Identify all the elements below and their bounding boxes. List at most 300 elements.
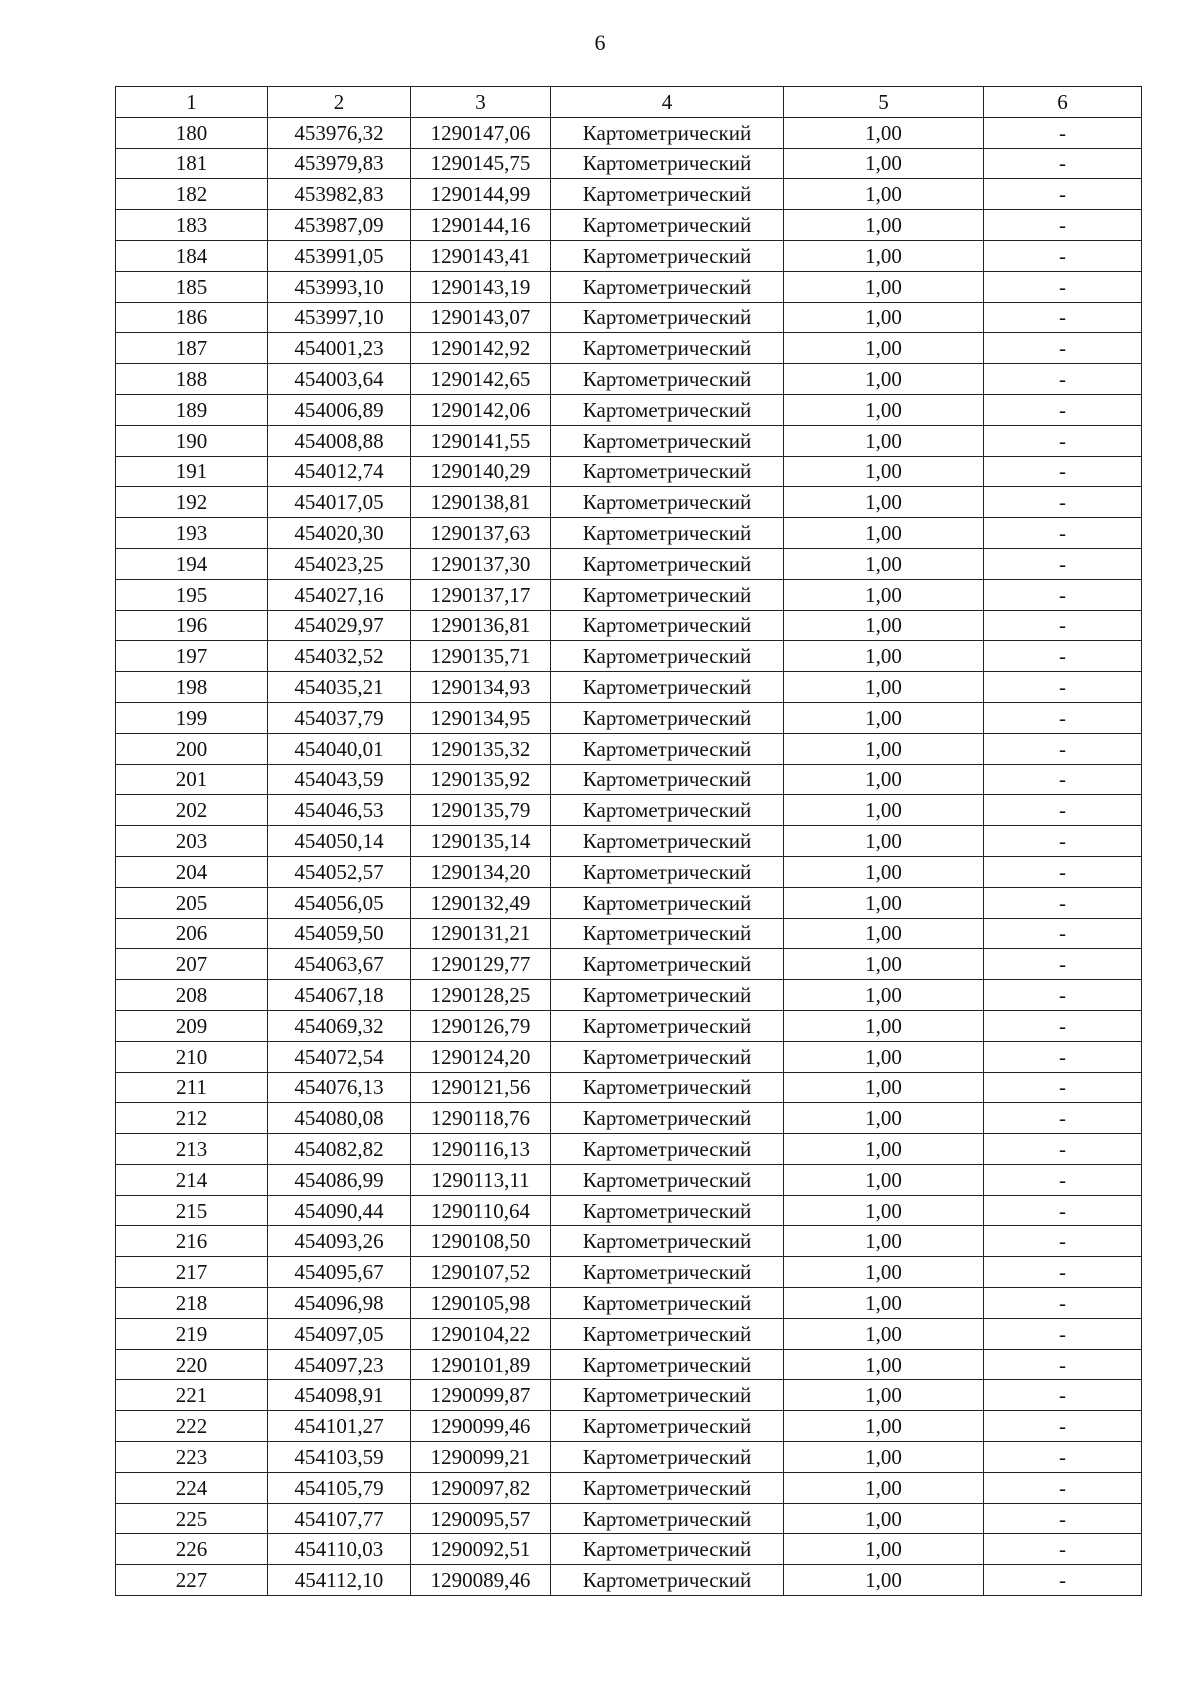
point-number-cell: 211	[116, 1072, 268, 1103]
y-coordinate-cell: 1290108,50	[411, 1226, 551, 1257]
y-coordinate-cell: 1290116,13	[411, 1134, 551, 1165]
point-number-cell: 185	[116, 271, 268, 302]
column-header: 1	[116, 87, 268, 118]
method-cell: Картометрический	[551, 1318, 784, 1349]
x-coordinate-cell: 453987,09	[268, 210, 411, 241]
point-number-cell: 189	[116, 394, 268, 425]
description-cell: -	[984, 364, 1142, 395]
method-cell: Картометрический	[551, 887, 784, 918]
x-coordinate-cell: 454095,67	[268, 1257, 411, 1288]
table-row	[116, 1072, 1142, 1103]
column-header: 3	[411, 87, 551, 118]
table-row	[116, 1257, 1142, 1288]
accuracy-cell: 1,00	[784, 887, 984, 918]
table-row	[116, 425, 1142, 456]
x-coordinate-cell: 454001,23	[268, 333, 411, 364]
x-coordinate-cell: 454112,10	[268, 1565, 411, 1596]
y-coordinate-cell: 1290137,63	[411, 518, 551, 549]
y-coordinate-cell: 1290138,81	[411, 487, 551, 518]
table-row	[116, 1534, 1142, 1565]
description-cell: -	[984, 672, 1142, 703]
description-cell: -	[984, 795, 1142, 826]
description-cell: -	[984, 702, 1142, 733]
x-coordinate-cell: 454080,08	[268, 1103, 411, 1134]
table-row	[116, 733, 1142, 764]
description-cell: -	[984, 641, 1142, 672]
method-cell: Картометрический	[551, 210, 784, 241]
table-row	[116, 610, 1142, 641]
accuracy-cell: 1,00	[784, 1164, 984, 1195]
column-header: 2	[268, 87, 411, 118]
accuracy-cell: 1,00	[784, 487, 984, 518]
description-cell: -	[984, 240, 1142, 271]
y-coordinate-cell: 1290135,92	[411, 764, 551, 795]
y-coordinate-cell: 1290135,32	[411, 733, 551, 764]
x-coordinate-cell: 454082,82	[268, 1134, 411, 1165]
point-number-cell: 190	[116, 425, 268, 456]
method-cell: Картометрический	[551, 641, 784, 672]
point-number-cell: 203	[116, 826, 268, 857]
description-cell: -	[984, 456, 1142, 487]
description-cell: -	[984, 733, 1142, 764]
description-cell: -	[984, 1226, 1142, 1257]
x-coordinate-cell: 454008,88	[268, 425, 411, 456]
table-row	[116, 1380, 1142, 1411]
y-coordinate-cell: 1290126,79	[411, 1010, 551, 1041]
x-coordinate-cell: 453979,83	[268, 148, 411, 179]
point-number-cell: 197	[116, 641, 268, 672]
y-coordinate-cell: 1290107,52	[411, 1257, 551, 1288]
accuracy-cell: 1,00	[784, 1565, 984, 1596]
x-coordinate-cell: 454107,77	[268, 1503, 411, 1534]
accuracy-cell: 1,00	[784, 1442, 984, 1473]
x-coordinate-cell: 454098,91	[268, 1380, 411, 1411]
x-coordinate-cell: 454037,79	[268, 702, 411, 733]
accuracy-cell: 1,00	[784, 364, 984, 395]
y-coordinate-cell: 1290128,25	[411, 980, 551, 1011]
description-cell: -	[984, 117, 1142, 148]
table-row	[116, 1442, 1142, 1473]
y-coordinate-cell: 1290095,57	[411, 1503, 551, 1534]
point-number-cell: 180	[116, 117, 268, 148]
header-row	[116, 87, 1142, 118]
x-coordinate-cell: 454006,89	[268, 394, 411, 425]
description-cell: -	[984, 918, 1142, 949]
method-cell: Картометрический	[551, 1164, 784, 1195]
y-coordinate-cell: 1290099,46	[411, 1411, 551, 1442]
x-coordinate-cell: 454086,99	[268, 1164, 411, 1195]
x-coordinate-cell: 454020,30	[268, 518, 411, 549]
y-coordinate-cell: 1290092,51	[411, 1534, 551, 1565]
method-cell: Картометрический	[551, 672, 784, 703]
method-cell: Картометрический	[551, 117, 784, 148]
table-row	[116, 764, 1142, 795]
method-cell: Картометрический	[551, 1503, 784, 1534]
accuracy-cell: 1,00	[784, 1318, 984, 1349]
accuracy-cell: 1,00	[784, 394, 984, 425]
accuracy-cell: 1,00	[784, 148, 984, 179]
point-number-cell: 184	[116, 240, 268, 271]
method-cell: Картометрический	[551, 1041, 784, 1072]
table-row	[116, 394, 1142, 425]
description-cell: -	[984, 425, 1142, 456]
method-cell: Картометрический	[551, 548, 784, 579]
table-row	[116, 1503, 1142, 1534]
point-number-cell: 196	[116, 610, 268, 641]
y-coordinate-cell: 1290136,81	[411, 610, 551, 641]
description-cell: -	[984, 856, 1142, 887]
x-coordinate-cell: 453982,83	[268, 179, 411, 210]
description-cell: -	[984, 1103, 1142, 1134]
accuracy-cell: 1,00	[784, 518, 984, 549]
table-row	[116, 1565, 1142, 1596]
description-cell: -	[984, 148, 1142, 179]
description-cell: -	[984, 1318, 1142, 1349]
point-number-cell: 227	[116, 1565, 268, 1596]
y-coordinate-cell: 1290134,20	[411, 856, 551, 887]
accuracy-cell: 1,00	[784, 918, 984, 949]
method-cell: Картометрический	[551, 1472, 784, 1503]
point-number-cell: 216	[116, 1226, 268, 1257]
accuracy-cell: 1,00	[784, 980, 984, 1011]
description-cell: -	[984, 271, 1142, 302]
table-row	[116, 210, 1142, 241]
table-row	[116, 1195, 1142, 1226]
point-number-cell: 202	[116, 795, 268, 826]
table-row	[116, 1226, 1142, 1257]
method-cell: Картометрический	[551, 1380, 784, 1411]
y-coordinate-cell: 1290131,21	[411, 918, 551, 949]
x-coordinate-cell: 454093,26	[268, 1226, 411, 1257]
y-coordinate-cell: 1290101,89	[411, 1349, 551, 1380]
description-cell: -	[984, 610, 1142, 641]
point-number-cell: 200	[116, 733, 268, 764]
table-row	[116, 456, 1142, 487]
y-coordinate-cell: 1290147,06	[411, 117, 551, 148]
point-number-cell: 208	[116, 980, 268, 1011]
table-row	[116, 826, 1142, 857]
x-coordinate-cell: 454072,54	[268, 1041, 411, 1072]
accuracy-cell: 1,00	[784, 179, 984, 210]
y-coordinate-cell: 1290141,55	[411, 425, 551, 456]
table-row	[116, 1010, 1142, 1041]
table-row	[116, 1472, 1142, 1503]
coordinates-table	[115, 86, 1142, 1596]
x-coordinate-cell: 454096,98	[268, 1288, 411, 1319]
method-cell: Картометрический	[551, 733, 784, 764]
accuracy-cell: 1,00	[784, 1226, 984, 1257]
method-cell: Картометрический	[551, 826, 784, 857]
y-coordinate-cell: 1290104,22	[411, 1318, 551, 1349]
y-coordinate-cell: 1290099,21	[411, 1442, 551, 1473]
y-coordinate-cell: 1290134,95	[411, 702, 551, 733]
y-coordinate-cell: 1290089,46	[411, 1565, 551, 1596]
y-coordinate-cell: 1290143,07	[411, 302, 551, 333]
accuracy-cell: 1,00	[784, 117, 984, 148]
table-row	[116, 795, 1142, 826]
x-coordinate-cell: 454032,52	[268, 641, 411, 672]
point-number-cell: 217	[116, 1257, 268, 1288]
description-cell: -	[984, 1565, 1142, 1596]
point-number-cell: 186	[116, 302, 268, 333]
x-coordinate-cell: 454012,74	[268, 456, 411, 487]
accuracy-cell: 1,00	[784, 1380, 984, 1411]
y-coordinate-cell: 1290124,20	[411, 1041, 551, 1072]
method-cell: Картометрический	[551, 456, 784, 487]
point-number-cell: 210	[116, 1041, 268, 1072]
description-cell: -	[984, 1164, 1142, 1195]
point-number-cell: 198	[116, 672, 268, 703]
point-number-cell: 212	[116, 1103, 268, 1134]
method-cell: Картометрический	[551, 1565, 784, 1596]
x-coordinate-cell: 454105,79	[268, 1472, 411, 1503]
description-cell: -	[984, 826, 1142, 857]
accuracy-cell: 1,00	[784, 579, 984, 610]
point-number-cell: 195	[116, 579, 268, 610]
accuracy-cell: 1,00	[784, 1195, 984, 1226]
point-number-cell: 224	[116, 1472, 268, 1503]
y-coordinate-cell: 1290097,82	[411, 1472, 551, 1503]
table-row	[116, 1103, 1142, 1134]
y-coordinate-cell: 1290121,56	[411, 1072, 551, 1103]
page-number: 6	[594, 30, 606, 55]
accuracy-cell: 1,00	[784, 1534, 984, 1565]
method-cell: Картометрический	[551, 302, 784, 333]
description-cell: -	[984, 949, 1142, 980]
x-coordinate-cell: 454110,03	[268, 1534, 411, 1565]
point-number-cell: 225	[116, 1503, 268, 1534]
x-coordinate-cell: 454090,44	[268, 1195, 411, 1226]
description-cell: -	[984, 1349, 1142, 1380]
description-cell: -	[984, 1380, 1142, 1411]
table-row	[116, 856, 1142, 887]
accuracy-cell: 1,00	[784, 333, 984, 364]
description-cell: -	[984, 487, 1142, 518]
method-cell: Картометрический	[551, 610, 784, 641]
method-cell: Картометрический	[551, 702, 784, 733]
point-number-cell: 221	[116, 1380, 268, 1411]
accuracy-cell: 1,00	[784, 733, 984, 764]
accuracy-cell: 1,00	[784, 702, 984, 733]
method-cell: Картометрический	[551, 240, 784, 271]
y-coordinate-cell: 1290135,79	[411, 795, 551, 826]
method-cell: Картометрический	[551, 333, 784, 364]
x-coordinate-cell: 454063,67	[268, 949, 411, 980]
method-cell: Картометрический	[551, 179, 784, 210]
description-cell: -	[984, 394, 1142, 425]
point-number-cell: 214	[116, 1164, 268, 1195]
method-cell: Картометрический	[551, 394, 784, 425]
method-cell: Картометрический	[551, 579, 784, 610]
method-cell: Картометрический	[551, 1534, 784, 1565]
x-coordinate-cell: 454023,25	[268, 548, 411, 579]
method-cell: Картометрический	[551, 1226, 784, 1257]
point-number-cell: 209	[116, 1010, 268, 1041]
description-cell: -	[984, 1503, 1142, 1534]
table-row	[116, 179, 1142, 210]
y-coordinate-cell: 1290140,29	[411, 456, 551, 487]
method-cell: Картометрический	[551, 148, 784, 179]
method-cell: Картометрический	[551, 425, 784, 456]
table-row	[116, 702, 1142, 733]
method-cell: Картометрический	[551, 518, 784, 549]
point-number-cell: 183	[116, 210, 268, 241]
point-number-cell: 213	[116, 1134, 268, 1165]
description-cell: -	[984, 1010, 1142, 1041]
accuracy-cell: 1,00	[784, 1103, 984, 1134]
x-coordinate-cell: 454003,64	[268, 364, 411, 395]
y-coordinate-cell: 1290129,77	[411, 949, 551, 980]
y-coordinate-cell: 1290144,16	[411, 210, 551, 241]
accuracy-cell: 1,00	[784, 949, 984, 980]
method-cell: Картометрический	[551, 949, 784, 980]
y-coordinate-cell: 1290142,65	[411, 364, 551, 395]
description-cell: -	[984, 210, 1142, 241]
table-row	[116, 980, 1142, 1011]
y-coordinate-cell: 1290145,75	[411, 148, 551, 179]
description-cell: -	[984, 518, 1142, 549]
method-cell: Картометрический	[551, 1134, 784, 1165]
accuracy-cell: 1,00	[784, 795, 984, 826]
y-coordinate-cell: 1290113,11	[411, 1164, 551, 1195]
point-number-cell: 201	[116, 764, 268, 795]
x-coordinate-cell: 453997,10	[268, 302, 411, 333]
y-coordinate-cell: 1290142,92	[411, 333, 551, 364]
accuracy-cell: 1,00	[784, 764, 984, 795]
accuracy-cell: 1,00	[784, 1257, 984, 1288]
method-cell: Картометрический	[551, 1103, 784, 1134]
y-coordinate-cell: 1290137,17	[411, 579, 551, 610]
description-cell: -	[984, 1041, 1142, 1072]
accuracy-cell: 1,00	[784, 1041, 984, 1072]
point-number-cell: 204	[116, 856, 268, 887]
y-coordinate-cell: 1290099,87	[411, 1380, 551, 1411]
column-header: 4	[551, 87, 784, 118]
description-cell: -	[984, 333, 1142, 364]
accuracy-cell: 1,00	[784, 1134, 984, 1165]
table-row	[116, 1349, 1142, 1380]
y-coordinate-cell: 1290143,41	[411, 240, 551, 271]
description-cell: -	[984, 1288, 1142, 1319]
y-coordinate-cell: 1290132,49	[411, 887, 551, 918]
accuracy-cell: 1,00	[784, 1288, 984, 1319]
point-number-cell: 188	[116, 364, 268, 395]
x-coordinate-cell: 454097,23	[268, 1349, 411, 1380]
accuracy-cell: 1,00	[784, 610, 984, 641]
x-coordinate-cell: 454050,14	[268, 826, 411, 857]
x-coordinate-cell: 454043,59	[268, 764, 411, 795]
description-cell: -	[984, 764, 1142, 795]
table-row	[116, 1164, 1142, 1195]
table-row	[116, 1288, 1142, 1319]
description-cell: -	[984, 1411, 1142, 1442]
x-coordinate-cell: 454046,53	[268, 795, 411, 826]
point-number-cell: 187	[116, 333, 268, 364]
point-number-cell: 222	[116, 1411, 268, 1442]
table-row	[116, 1411, 1142, 1442]
accuracy-cell: 1,00	[784, 240, 984, 271]
x-coordinate-cell: 454059,50	[268, 918, 411, 949]
x-coordinate-cell: 454052,57	[268, 856, 411, 887]
method-cell: Картометрический	[551, 1442, 784, 1473]
accuracy-cell: 1,00	[784, 856, 984, 887]
accuracy-cell: 1,00	[784, 1010, 984, 1041]
point-number-cell: 199	[116, 702, 268, 733]
description-cell: -	[984, 579, 1142, 610]
method-cell: Картометрический	[551, 1072, 784, 1103]
point-number-cell: 181	[116, 148, 268, 179]
x-coordinate-cell: 454101,27	[268, 1411, 411, 1442]
point-number-cell: 206	[116, 918, 268, 949]
method-cell: Картометрический	[551, 1411, 784, 1442]
method-cell: Картометрический	[551, 1010, 784, 1041]
x-coordinate-cell: 454056,05	[268, 887, 411, 918]
table-row	[116, 887, 1142, 918]
accuracy-cell: 1,00	[784, 548, 984, 579]
description-cell: -	[984, 1442, 1142, 1473]
y-coordinate-cell: 1290105,98	[411, 1288, 551, 1319]
y-coordinate-cell: 1290143,19	[411, 271, 551, 302]
table-row	[116, 672, 1142, 703]
method-cell: Картометрический	[551, 1288, 784, 1319]
point-number-cell: 205	[116, 887, 268, 918]
method-cell: Картометрический	[551, 1195, 784, 1226]
accuracy-cell: 1,00	[784, 826, 984, 857]
x-coordinate-cell: 454029,97	[268, 610, 411, 641]
table-header	[116, 87, 1142, 118]
description-cell: -	[984, 302, 1142, 333]
x-coordinate-cell: 454035,21	[268, 672, 411, 703]
point-number-cell: 194	[116, 548, 268, 579]
description-cell: -	[984, 1257, 1142, 1288]
column-header: 6	[984, 87, 1142, 118]
description-cell: -	[984, 1472, 1142, 1503]
accuracy-cell: 1,00	[784, 672, 984, 703]
method-cell: Картометрический	[551, 364, 784, 395]
x-coordinate-cell: 453991,05	[268, 240, 411, 271]
y-coordinate-cell: 1290144,99	[411, 179, 551, 210]
accuracy-cell: 1,00	[784, 456, 984, 487]
table-row	[116, 1318, 1142, 1349]
point-number-cell: 207	[116, 949, 268, 980]
table-body	[116, 117, 1142, 1595]
table-row	[116, 579, 1142, 610]
x-coordinate-cell: 454076,13	[268, 1072, 411, 1103]
x-coordinate-cell: 454103,59	[268, 1442, 411, 1473]
accuracy-cell: 1,00	[784, 1072, 984, 1103]
description-cell: -	[984, 887, 1142, 918]
method-cell: Картометрический	[551, 856, 784, 887]
x-coordinate-cell: 454040,01	[268, 733, 411, 764]
accuracy-cell: 1,00	[784, 1349, 984, 1380]
y-coordinate-cell: 1290137,30	[411, 548, 551, 579]
table-row	[116, 1041, 1142, 1072]
x-coordinate-cell: 453993,10	[268, 271, 411, 302]
method-cell: Картометрический	[551, 980, 784, 1011]
x-coordinate-cell: 454067,18	[268, 980, 411, 1011]
point-number-cell: 182	[116, 179, 268, 210]
table-row	[116, 548, 1142, 579]
y-coordinate-cell: 1290118,76	[411, 1103, 551, 1134]
table-row	[116, 148, 1142, 179]
method-cell: Картометрический	[551, 795, 784, 826]
table-row	[116, 487, 1142, 518]
point-number-cell: 220	[116, 1349, 268, 1380]
description-cell: -	[984, 179, 1142, 210]
x-coordinate-cell: 453976,32	[268, 117, 411, 148]
point-number-cell: 192	[116, 487, 268, 518]
table-row	[116, 1134, 1142, 1165]
